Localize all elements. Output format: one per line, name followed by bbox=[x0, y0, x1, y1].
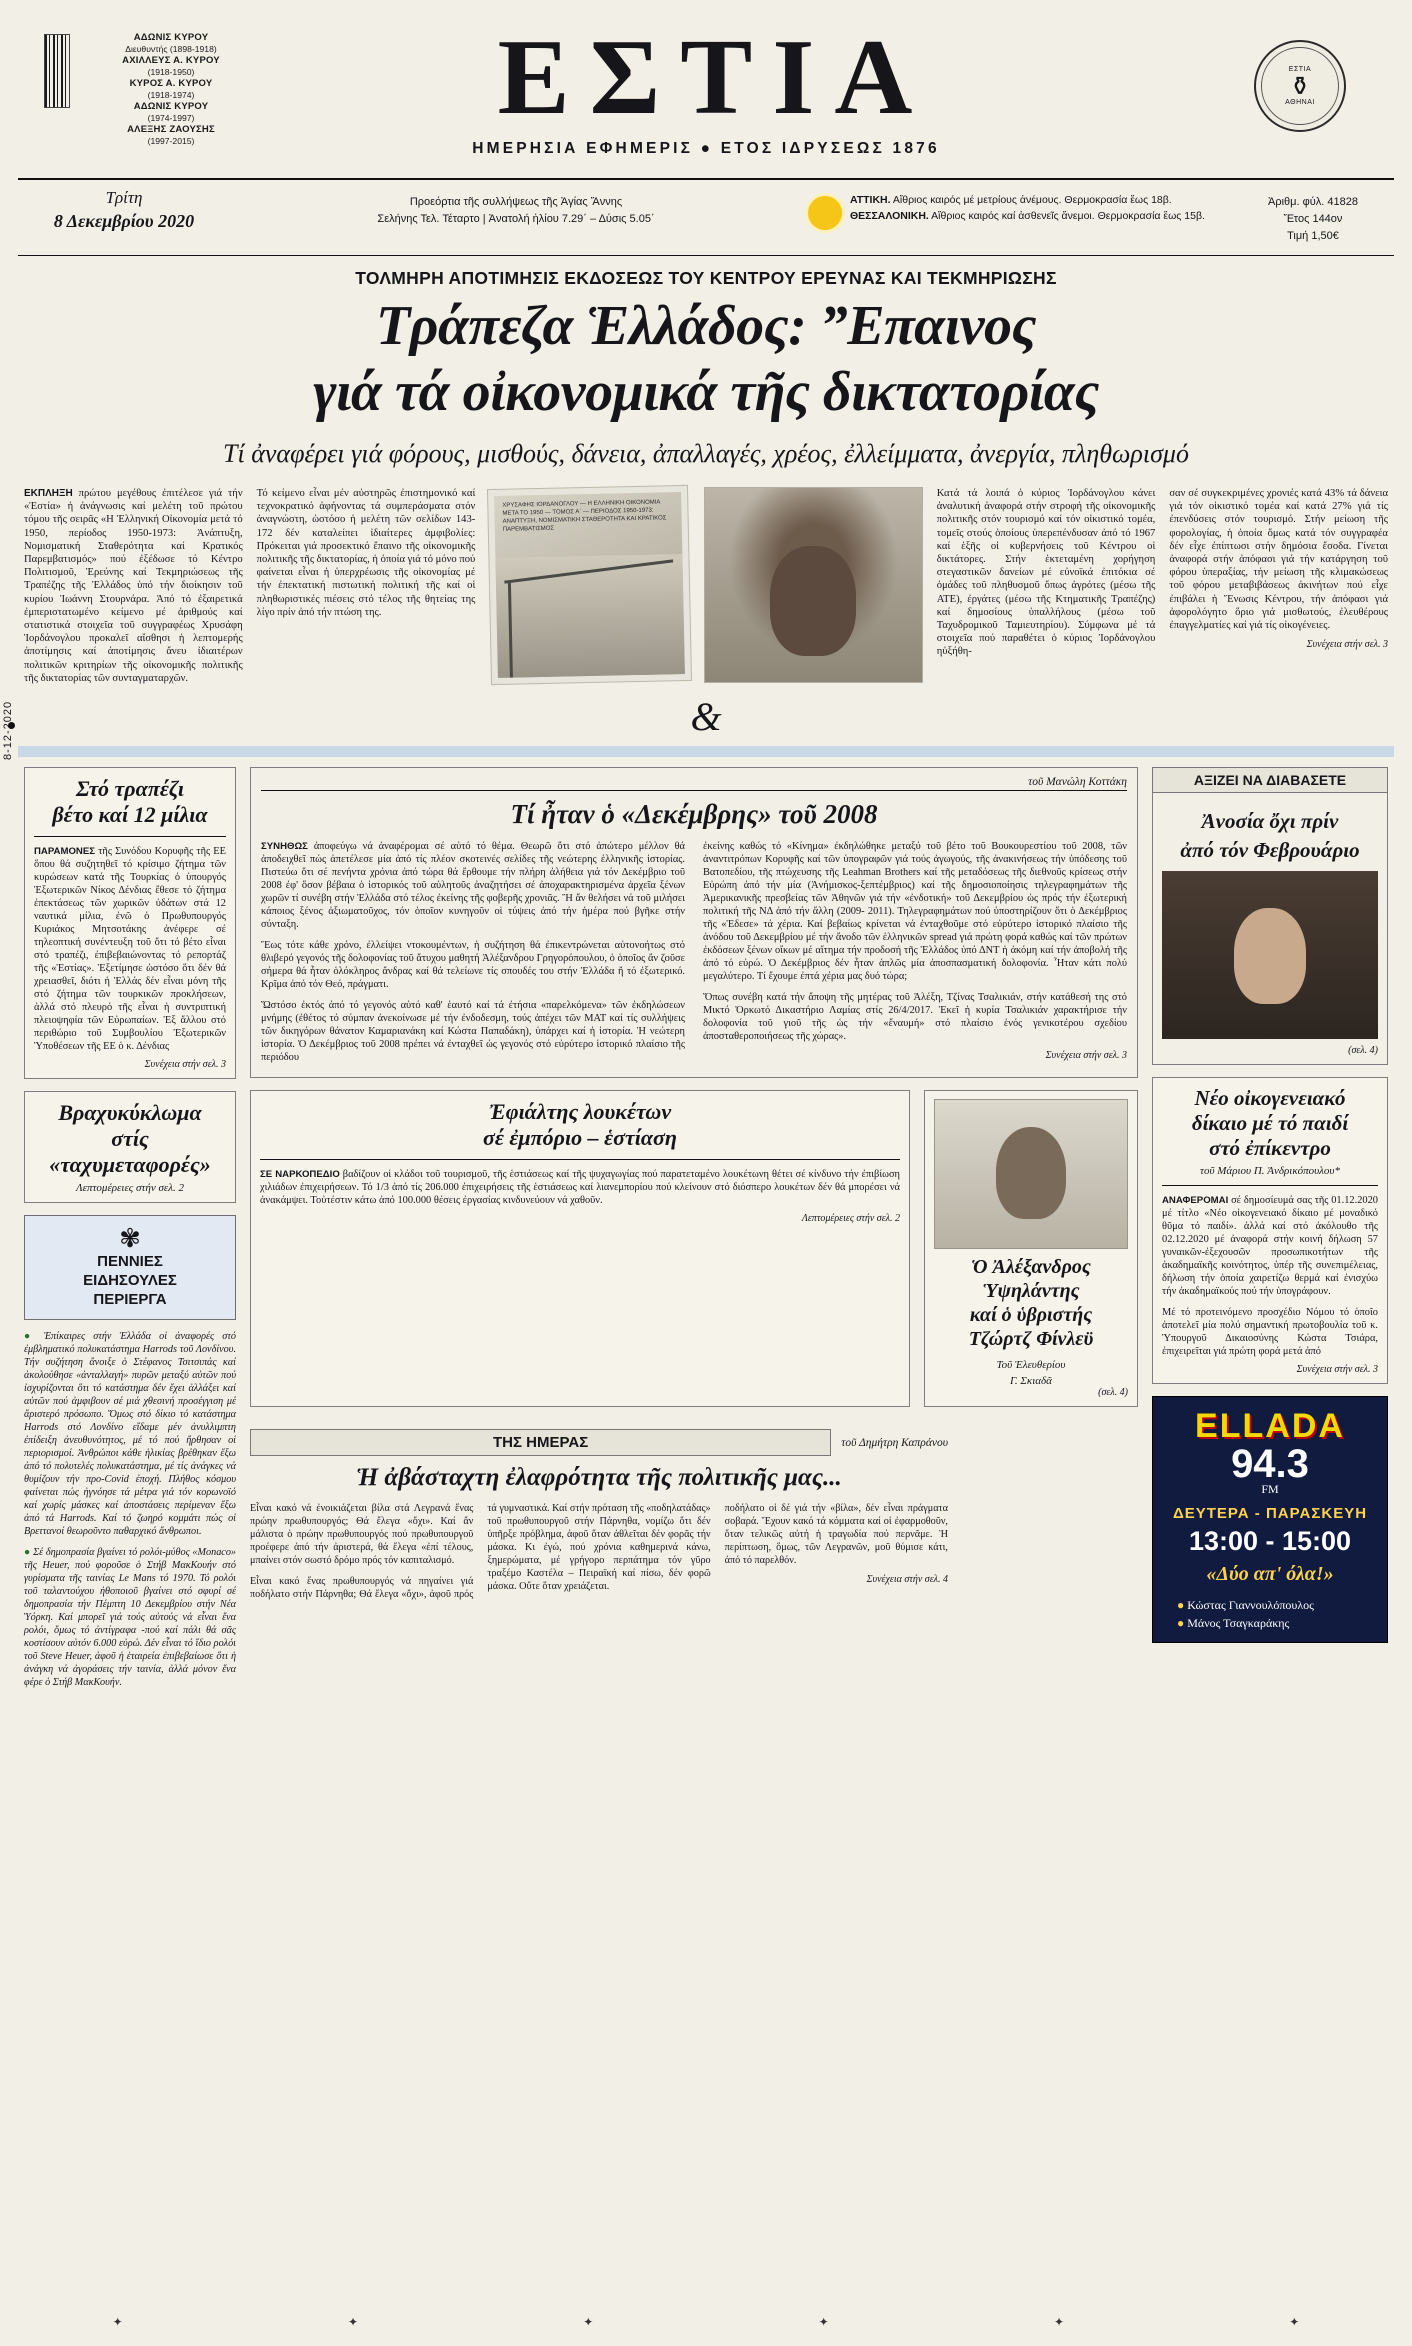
author-photo bbox=[704, 487, 923, 683]
family-law-article[interactable] bbox=[1152, 1077, 1388, 1384]
radio-station-name: ELLADA bbox=[1195, 1407, 1345, 1446]
mark: ✦ bbox=[347, 2315, 359, 2329]
radio-hosts bbox=[1161, 1596, 1379, 1632]
publisher-dates: (1918-1974) bbox=[147, 89, 195, 100]
footer-registration-marks bbox=[0, 2315, 1412, 2330]
box-title-line2: βέτο καί 12 μίλια bbox=[52, 802, 208, 828]
lockdown-body bbox=[260, 1168, 900, 1207]
radio-host-1: Κώστας Γιαννουλόπουλος bbox=[1187, 1598, 1314, 1613]
radio-time: 13:00 - 15:00 bbox=[1188, 1526, 1352, 1557]
publisher-name: ΑΔΩΝΙΣ ΚΥΡΟΥ bbox=[133, 101, 209, 112]
pennies-item-text: Σέ δημοπρασία βγαίνει τό ρολόι-μύθος «Monaco» τῆς Heuer, πού φοροῦσε ὁ Στήβ ΜακΚουήν στό γυρίσματα τῆς ταινίας Le Mans τό 1970. Τό ρολόι τοῦ ταλαντούχου ἠθοποιοῦ βγαίνει στό σφυρί σέ δημοπρασία τήν Πέμπτη 10 Δεκεμβρίου στήν Νέα Ὑόρκη. Καί μπορεῖ γιά τούς αὐτούς νά εἶναι ἕνα ρολόι, ὅμως τό ἀντίγραφα -πού καί πάλι θά σᾶς κοστίσουν αὐτόν 6.000 εὐρώ. Δέν εἶναι τό ἴδιο ρολόι τοῦ Steve Heuer, ἀφοῦ ἡ ἑταιρεία ἐπιβεβαίωσε ὅτι ἡ ἀνάγκη νά ἀγοράσεις τήν ταινία, ἀλλά μόνον ἕνα φέρε ὁ Στήβ ΜακΚουήν. bbox=[24, 1547, 237, 1689]
moon-sun-line: Σελήνης Τελ. Τέταρτο | Ἀνατολή ἡλίου 7.29΄ – Δύσις 5.05΄ bbox=[377, 213, 655, 225]
ampersand-ornament: & bbox=[690, 694, 722, 740]
lead-column-1 bbox=[24, 487, 243, 685]
of-the-day-byline: τοῦ Δημήτρη Καπράνου bbox=[841, 1436, 948, 1449]
box2-title-line2: στίς «ταχυμεταφορές» bbox=[49, 1126, 211, 1178]
of-the-day-badge: ΤΗΣ ΗΜΕΡΑΣ bbox=[250, 1429, 831, 1456]
lead-headline-line2: γιά τά οἰκονομικά τῆς δικτατορίας bbox=[313, 361, 1099, 423]
lockdown-title-line1: Ἐφιάλτης λουκέτων bbox=[488, 1099, 672, 1125]
radio-fm-label: FM bbox=[1261, 1482, 1279, 1497]
opinion-article[interactable] bbox=[250, 767, 1138, 1078]
opinion-title: Τί ἦταν ὁ «Δεκέμβρης» τοῦ 2008 bbox=[510, 799, 878, 830]
list-item bbox=[24, 1330, 236, 1538]
ypsilantis-title-line4: Τζώρτζ Φίνλεϋ bbox=[968, 1328, 1094, 1351]
opinion-p4: ἐκείνης καθώς τό «Κίνημα» ἐκδηλώθηκε μεταξύ τοῦ βέτο τοῦ Βουκουρεστίου τοῦ 2008, τῶν ἀναντιτρόπων Κορυφῆς καί τῶν ὑπογραφῶν γιά τούς ἀγωγούς, τῆς ἀνακινήσεως τήν ὑπόδεσης τοῦ Βατοπεδίου, τῆς πτώχευσης τῆς Leahman Brothers καί τῆς μεταδόσεως τῆς διεθνοῦς κρίσεως στήν Εὐρώπη ἀπό τήν μία (Ἀνήμισκος-ξεπτέμβριος) καί τῆς δημοσιοποίησις τηλεγραφημάτων τῆς Ἀμερικανικῆς πρεσβείας τῶν Ἀθηνῶν γιά τήν «ἐνδοτική» τοῦ Δεκεμβρίου ὡς πρός τήν ἐξωτερική πολιτική τῆς ΝΔ ἀπό τήν ἄλλη (2009- 2011). Τηλεγραφημάτων πού ὑποστηρίζουν ὅτι ὁ Δεκέμβριος τῆς «Ἑδεσε» τά χέρια. Καί βεβαίως κρίνεται νά ἐνταχθοῦμε στό εὐρύτερο ἱστορικό πλαίσιο τῆς ἀνόδου τοῦ Δεκεμβρίου μέ τήν ἄνοδο τῶν ἑλληνικῶν spread γιά πρώτη φορά καθώς καί τῶν πρώτων ἐκδόσεων ξένων οἴκων μέ αἴτημα τήν προδοσή τῆς Ἑλλάδος ὑπό ΔΝΤ ἡ ἀκόμη καί τήν ἀποβολή τῆς ἀπό τό εὐρώ. Ὁ Δεκέμβριος δέν ἦταν ἁπλῶς μία ἀποσπασματική δολοφονία. Ἦταν κάτι πολύ μεγαλύτερο. Τί ἔχουμε ἐπτά χέρια μας δυό τώρα; bbox=[703, 841, 1127, 983]
pennies-item-text: Ἐπίκαιρες στήν Ἑλλάδα οἱ ἀναφορές στό ἐμβληματικό πολυκατάστημα Harrods τοῦ Λονδίνου. Τήν συζήτηση ἄνοιξε ὁ Στέφανος Τσιτσιπάς καί ἀκολούθησε «ἀνταλλαγή» πυρῶν μεταξύ αὐτῶν πού ἰσχυρίζονται ὅτι τό κατάστημα δέν ἔχει ἀλλάξει καί αὐτῶν πού ἀμφιβουν σέ μιά χθεσινή προσέγγιση μέ ἄριστερό πρόσωπο. Ὅμως στό δίκιο τό κατάστημα Harrods στό Λονδίνο εἴδαμε μέν ἀνυλλιμπτη ἐπίδειξη ἀνευθυνότητος, μέ τό πού ἤρθησαν οἱ περιορισμοί. Ἀνθρώποι κάθε ἡλικίας βρέθηκαν ἔξω ἀπό τό πολυτελές πολυκατάστημα, μέ τίς ἀνάγκες νά θυμίζουν τήν προ-Covid ἐποχή. Πλήθος κόσμου φαίνεται πώς ἠγνόησε τά μέτρα γιά τόν κορωνοϊό καί χωρίς μάσκες καί ἀποστάσεις περίμεναν ἔξω ἀπό τά Harrods. Καί τό ζωηρό κομμάτι πώς οἱ Βρεττανοί θεωροῦντο παθαρχικό ἄνθρωποι. bbox=[24, 1331, 237, 1538]
mid-bottom-row bbox=[250, 1090, 1138, 1407]
opinion-p2: Ἕως τότε κάθε χρόνο, ἐλλείψει ντοκουμέντων, ἡ συζήτηση θά ἐπικεντρώνεται αὐτονοήτως στό θλιβερό γεγονός τῆς δολοφονίας τοῦ ἄτυχου μαθητή Ἀλέξανδρου Γρηγορόπουλου, ὁ ὁποῖος ἄν ζοῦσε σήμερα θά ἦταν ὁλόκληρος ἄνδρας καί θά τελείωνε τίς σπουδές του στήν Ἑλλάδα ἤ τό ἐξωτερικό. Κρῖμα ἀπό τόν Θεό, πράγματι. bbox=[261, 940, 685, 991]
opinion-body bbox=[261, 840, 1127, 1067]
ypsilantis-byline-line2: Γ. Σκιαδᾶ bbox=[1010, 1375, 1052, 1388]
publisher-list bbox=[96, 32, 246, 147]
saints-block bbox=[224, 188, 808, 245]
publisher-dates: (1974-1997) bbox=[147, 112, 195, 123]
story-box-lockdown[interactable] bbox=[250, 1090, 910, 1407]
date: 8 Δεκεμβρίου 2020 bbox=[53, 211, 195, 231]
weather-city: ΑΤΤΙΚΗ. bbox=[850, 194, 891, 206]
issue-block bbox=[1238, 188, 1388, 245]
publisher-dates: (1918-1950) bbox=[147, 66, 195, 77]
opinion-p1: ἀποφεύγω νά ἀναφέρομαι σέ αὐτό τό θέμα. Θεωρῶ ὅτι στό ἀπώτερο μέλλον θά ἀποδειχθεῖ πώς ἀπετέλεσε μία ἀπό τίς πλέον σκοτεινές σελίδες τῆς νεώτερης ἑλληνικῆς ἱστορίας. Πιστεύω ὅτι σέ πενήντα χρόνια ἀπό τώρα θά ἔρθουμε τήν πλήρη ἀλήθεια γιά τόν Δεκέμβριο τοῦ 2008 ἐφ' ὅσον βέβαια ὁ ἱστορικός τοῦ αὐλητοῦς ἀναζητήσει σέ ἀποχαρακτηρισμένα ἀρχεῖα ξένων χωρῶν τί συνέβη στήν Ἑλλάδα στό τέλος ἐκείνης τῆς φοβερῆς χρονιᾶς. Ἤ ἄν θελήσει νά τοῦ μιλήσει κάποιος ξένος ἀξιωματοῦχος, τόν ὁποῖον κυνηγοῦν οἱ τύψεις ἀπό τήν ἡμέρα πού βγῆκε στήν σύνταξη. bbox=[261, 841, 685, 931]
bullet-icon: ● bbox=[24, 1331, 36, 1343]
family-body bbox=[1162, 1194, 1378, 1358]
weather-block bbox=[808, 188, 1238, 245]
box-title-line1: Στό τραπέζι bbox=[75, 776, 185, 802]
issue-price: Τιμή 1,50€ bbox=[1287, 230, 1339, 242]
pennies-line2: ΕΙΔΗΣΟΥΛΕΣ bbox=[83, 1272, 177, 1290]
newspaper-subtitle: ΗΜΕΡΗΣΙΑ ΕΦΗΜΕΡΙΣ ● ΕΤΟΣ ΙΔΡΥΣΕΩΣ 1876 bbox=[472, 140, 940, 157]
family-title-line3: στό ἐπίκεντρο bbox=[1209, 1136, 1331, 1161]
opinion-p5: Ὅπως συνέβη κατά τήν ἄποψη τῆς μητέρας τοῦ Ἀλέξη, Τζίνας Τσαλικιάν, στήν κατάθεσή της στό Μικτό Ὁρκωτό Δικαστήριο Λαμίας στίς 26/4/2017. Ἐκεῖ ἡ κυρία Τσαλικιάν χαρακτήρισε τήν δολοφονία τοῦ γιοῦ τῆς ὡς τήν «ἔναυμή» στό πλαίσιο ἑνός γενικοτέρου σχεδίου ἀποσταθεροποιήσεως τῆς χώρας». bbox=[703, 992, 1127, 1043]
lockdown-text: βαδίζουν οἱ κλάδοι τοῦ τουρισμοῦ, τῆς ἑστιάσεως καί τῆς ψυχαγωγίας πού παρατεταμένο λουκέτωνη θέτει σέ κίνδυνο τήν ἐπιβίωση χιλιάδων ἐπιχειρήσεων. Τό 1/3 ἀπό τίς 206.000 ἐπιχειρήσεις τῆς ἑστιάσεως καί λιανεμπορίου πού κλείνουν στό διόσπερο λουκέτων δέν θά μπορέσει νά ἀνακάμψει. Τοὐτέστιν κάτω ἀπό 100.000 θέσεις ἐργασίας κινδυνεύουν νά χαθοῦν. bbox=[260, 1169, 900, 1207]
weekday: Τρίτη bbox=[105, 188, 143, 207]
family-title-line2: δίκαιο μέ τό παιδί bbox=[1191, 1111, 1349, 1136]
opinion-lead-in: ΣΥΝΗΘΩΣ bbox=[261, 841, 308, 853]
pennies-line1: ΠΕΝΝΙΕΣ bbox=[97, 1253, 163, 1271]
mark: ✦ bbox=[583, 2315, 594, 2329]
of-the-day-col-3: ποδήλατο οἱ δέ γιά τήν «βίλα», δέν εἶναι πράγματα σοβαρά. Ἕχουν κακό τά κόμματα καί οἱ ἐφαρμοθοῦν, ὅταν τελικῶς αὐτή ἡ τραγωδία πού περνᾶμε. Ἡ περίπτωση, ὅμως, τῶν Λεγρανῶν, μοῦ θύμισε κάτι, ἀπό τό παρελθόν. bbox=[724, 1503, 948, 1567]
lockdown-title-line2: σέ ἐμπόριο – ἑστίαση bbox=[483, 1125, 677, 1151]
box-text: τῆς Συνόδου Κορυφῆς τῆς ΕΕ ὅπου θά συζητηθεῖ τό κρίσιμο ζήτημα τῶν κυρώσεων κατά τῆς Τουρκίας ὁ ὑπουργός Ἐξωτερικῶν Νίκος Δένδιας ἔθεσε τό ζήτημα ἐπεκτάσεως τῶν χωρικῶν ὑδάτων στά 12 ναυτικά μίλια, ἐνῶ ὁ Πρωθυπουργός Κυριάκος Μητσοτάκης ἀνέφερε σέ τηλεοπτική συνέντευξη τοῦ ὅτι τό βέτο εἶναι στό τραπέζι, ἐπιβεβαιώνοντας τό ρεπορτάζ τῆς «Ἑστίας». Ἐξετίμησε ὡστόσο ὅτι δέν θά χρειασθεῖ, διότι ἡ Ἑλλάς δέν εἶναι μόνη τῆς στό ζήτημα τῶν τουρκικῶν προκλήσεων, ἀλλά στό πλευρό τῆς εἶναι ἡ συντριπτική πλειοψηφία τῶν Εὐρωπαίων. Ἐξ ἄλλου στό περιθώριο τοῦ Συμβουλίου Ἐξωτερικῶν Ὑποθέσεων τῆς ΕΕ ὁ κ. Δένδιας bbox=[34, 846, 226, 1053]
ypsilantis-byline-line1: Τοῦ Ἐλευθερίου bbox=[996, 1359, 1066, 1372]
of-the-day-title: Ἡ ἀβάσταχτη ἐλαφρότητα τῆς πολιτικῆς μας... bbox=[356, 1464, 842, 1492]
date-block bbox=[24, 188, 224, 245]
lockdown-continue[interactable]: Λεπτομέρειες στήν σελ. 2 bbox=[801, 1213, 900, 1225]
family-byline: τοῦ Μάριου Π. Ἀνδρικόπουλου* bbox=[1200, 1165, 1340, 1178]
pennies-line3: ΠΕΡΙΕΡΓΑ bbox=[93, 1291, 167, 1309]
opinion-byline: τοῦ Μανώλη Κοττάκη bbox=[1028, 776, 1127, 789]
radio-show-title: «Δύο απ' όλα!» bbox=[1206, 1563, 1334, 1586]
radio-advertisement[interactable] bbox=[1152, 1396, 1388, 1643]
story-box-couriers[interactable] bbox=[24, 1091, 236, 1203]
lead-kicker: ΤΟΛΜΗΡΗ ΑΠΟΤΙΜΗΣΙΣ ΕΚΔΟΣΕΩΣ ΤΟΥ ΚΕΝΤΡΟΥ ΕΡΕΥΝΑΣ ΚΑΙ ΤΕΚΜΗΡΙΩΣΗΣ bbox=[355, 268, 1057, 288]
ypsilantis-title-line1: Ὁ Ἀλέξανδρος bbox=[971, 1256, 1091, 1279]
bullet-icon: ● bbox=[1177, 1598, 1185, 1613]
story-box-table[interactable] bbox=[24, 767, 236, 1079]
of-the-day-col-1: Εἶναι κακό νά ἐνοικιάζεται βίλα στά Λεγρανά ἕνας πρώην πρωθυπουργός; Θά ἔλεγα «ὄχι». Καί ἄν μάλιστα ὁ πρώην πρωθυπουργός πού πρωθυπουργοῦ προέφερε ἀπό τήν ἀριστερά, θά ἔλεγα «ἐπί τέλους, μπαίνει στόν σωστό δρόμο πρός τόν καπιταλισμό. bbox=[250, 1503, 474, 1567]
left-column bbox=[24, 767, 236, 1697]
lead-body bbox=[18, 479, 1394, 689]
story-box-ypsilantis[interactable] bbox=[924, 1090, 1138, 1407]
side-date: 8-12-2020 bbox=[2, 700, 14, 760]
masthead bbox=[18, 0, 1394, 172]
weather-text: Αἴθριος καιρός μέ μετρίους ἀνέμους. Θερμοκρασία ἕως 18β. bbox=[892, 194, 1172, 206]
worth-reading-badge: ΑΞΙΖΕΙ ΝΑ ΔΙΑΒΑΣΕΤΕ bbox=[1152, 767, 1388, 793]
lead-lead-in: ΕΚΠΛΗΞΗ bbox=[24, 488, 73, 499]
saints-line: Προεόρτια τῆς συλλήψεως τῆς Ἁγίας Ἄννης bbox=[409, 196, 623, 208]
list-item bbox=[24, 1546, 236, 1689]
publisher-dates: (1997-2015) bbox=[147, 135, 195, 146]
mark: ✦ bbox=[1289, 2315, 1300, 2329]
immunity-title-line2: ἀπό τόν Φεβρουάριο bbox=[1180, 838, 1360, 863]
mark: ✦ bbox=[818, 2315, 829, 2329]
barcode bbox=[44, 34, 88, 112]
issue-year: Ἔτος 144ον bbox=[1283, 213, 1343, 225]
radio-frequency: 94.3 bbox=[1231, 1442, 1309, 1487]
lead-column-2 bbox=[257, 487, 476, 685]
crane-illustration bbox=[496, 554, 685, 678]
lead-text-4: σαν σέ συγκεκριμένες χρονιές κατά 43% τά δάνεια γιά τόν οἰκιστικό τομέα καί κατά 27% γιά τίς ἐπενδύσεις στόν τουρισμό. Στήν μείωση τῆς φορολογίας, ἡ ὁποία ὅμως κατά τόν συγγραφέα δέν εἶχε ἐπίπτωσι στήν δημόσια ἔσοδα. Γίνεται ἀναφορά στήν ἀπόφασι γιά τήν κατάργηση τοῦ φόρου ὑπεραξίας, τήν μείωση τῆς κλιμακώσεως τοῦ φόρου μεταβιβάσεως ἀκινήτων πού εἶχε ἐπιβάλει ἡ Ἕνωσις Κέντρου, τήν ἀπόφασι γιά ἀφορολόγητο ὅριο γιά μισθωτούς, ἐλευθέρους ἐπαγγελματίες καί γιά τίς οἰκογένειες. bbox=[1169, 488, 1388, 632]
lead-headline-line1: Τράπεζα Ἑλλάδος: ”Επαινος bbox=[375, 295, 1037, 357]
mark: ✦ bbox=[112, 2315, 123, 2329]
seal-figure-icon: ⚱ bbox=[1289, 71, 1311, 101]
weather-text: Αἴθριος καιρός καί ἀσθενεῖς ἄνεμοι. Θερμοκρασία ἕως 15β. bbox=[931, 210, 1205, 222]
ypsilantis-title-line2: Ὑψηλάντης bbox=[982, 1280, 1080, 1303]
publisher-dates: Διευθυντής (1898-1918) bbox=[125, 43, 217, 54]
publisher-name: ΑΔΩΝΙΣ ΚΥΡΟΥ bbox=[133, 32, 209, 43]
publisher-name: ΑΛΕΞΗΣ ΖΑΟΥΣΗΣ bbox=[127, 124, 215, 135]
politician-photo bbox=[1162, 871, 1378, 1039]
bullet-icon: ● bbox=[24, 1547, 31, 1559]
lead-continue[interactable]: Συνέχεια στήν σελ. 3 bbox=[1306, 639, 1388, 651]
weather-city: ΘΕΣΣΑΛΟΝΙΚΗ. bbox=[850, 210, 929, 222]
mark: ✦ bbox=[1053, 2315, 1064, 2329]
lead-column-3 bbox=[937, 487, 1156, 685]
newspaper-title: ΕΣΤΙΑ bbox=[497, 18, 933, 137]
info-bar bbox=[18, 180, 1394, 253]
radio-host-2: Μάνος Τσαγκαράκης bbox=[1187, 1616, 1290, 1631]
of-the-day-col-2: Εἶναι κακό ἕνας πρωθυπουργός νά πηγαίνει γιά ποδήλατο στήν Πάρνηθα; Θά ἔλεγα «ὄχι», ἀφοῦ πρός τά γυμναστικά. Καί στήν πρόταση τῆς «ποδηλατάδας» τοῦ πρωθυπουργοῦ στήν Πάρνηθα, νομίζω ὅτι δέν ὑπῆρξε πρόβλημα, ἀφοῦ ὅταν ἀθλεῖται δέν φορᾶς τήν μάσκα. Κι ἐγώ, πού χρόνια καθημερινά κάνω, ξημερώματα, μέ γρήγορο περπάτημα τόν γῦρο τραξέμο Καστέλα – Πειραϊκή καί πίσω, δέν φορῶ μάσκα. Οὔτε ὅταν χρειάζεται. bbox=[250, 1503, 711, 1601]
sun-icon bbox=[808, 196, 842, 230]
lead-text-1: πρώτου μεγέθους ἐπιτέλεσε γιά τήν «Ἑστία» ἡ ἀνάγνωσις καί μελέτη τοῦ πρώτου τόμου τῆς σειρᾶς «Η Ἑλληνική Οἰκονομία μετά τό 1950, περίοδος 1950-1973: Ἀνάπτυξη, Νομισματική Σταθερότητα καί Κρατικός Παρεμβατισμός» πού ἐξέδωσε τό Κέντρο Πολιτισμοῦ, Ἐρεύνης καί Τεκμηριώσεως τῆς Τραπέζης τῆς Ἑλλάδος ὑπό τήν διοίκησιν τοῦ κυρίου Ἰωάννη Στουρνάρα. Ἀπό τό ἐξαιρετικά ἐμπεριστατωμένο κείμενο μέ ἀριθμούς καί στατιστικά στοιχεῖα τοῦ συγγραφέως Χρυσάφη Ἰορδάνογλου προκαλεῖ αἴσθησι ἡ λεπτομερής ἀποτίμησις καί ἀποτίμησις ἄνευ ἰδιαιτέρων πολιτικῶν κριτηρίων τῆς οἰκονομικῆς πολιτικῆς τῆς δικτατορίας τῶν συνταγματαρχῶν. bbox=[24, 488, 243, 684]
pennies-header bbox=[24, 1215, 236, 1320]
worth-reading-item[interactable] bbox=[1152, 793, 1388, 1065]
immunity-title-line1: Ἀνοσία ὄχι πρίν bbox=[1201, 809, 1339, 834]
ypsilantis-pageref[interactable]: (σελ. 4) bbox=[1098, 1387, 1128, 1399]
box-continue[interactable]: Συνέχεια στήν σελ. 3 bbox=[144, 1059, 226, 1071]
immunity-pageref[interactable]: (σελ. 4) bbox=[1348, 1045, 1378, 1057]
family-title-line1: Νέο οἰκογενειακό bbox=[1194, 1086, 1346, 1111]
color-band bbox=[18, 746, 1394, 757]
book-cover-text: ΧΡΥΣΑΦΗΣ ΙΟΡΔΑΝΟΓΛΟΥ — Η ΕΛΛΗΝΙΚΗ ΟΙΚΟΝΟΜΙΑ ΜΕΤΑ ΤΟ 1950 — ΤΟΜΟΣ Α΄ — ΠΕΡΙΟΔΟΣ 1950-1973: ΑΝΑΠΤΥΞΗ, ΝΟΜΙΣΜΑΤΙΚΗ ΣΤΑΘΕΡΟΤΗΤΑ ΚΑΙ ΚΡΑΤΙΚΟΣ ΠΑΡΕΜΒΑΤΙΣΜΟΣ bbox=[502, 499, 667, 533]
radio-days: ΔΕΥΤΕΡΑ - ΠΑΡΑΣΚΕΥΗ bbox=[1172, 1505, 1368, 1523]
flower-icon: ✾ bbox=[119, 1224, 141, 1254]
publisher-name: ΑΧΙΛΛΕΥΣ Α. ΚΥΡΟΥ bbox=[122, 55, 220, 66]
seal-emblem bbox=[1254, 40, 1346, 132]
ypsilantis-title-line3: καί ὁ ὑβριστής bbox=[969, 1304, 1093, 1327]
lead-column-4 bbox=[1169, 487, 1388, 685]
family-lead-in: ΑΝΑΦΕΡΟΜΑΙ bbox=[1162, 1195, 1229, 1207]
family-text-1: σέ δημοσίευμά σας τῆς 01.12.2020 μέ τίτλο «Νέο οἰκογενειακό δίκαιο μέ μοναδικό θῦμα τό παιδί». ἀλλά καί στό ἀκόλουθο τῆς 02.12.2020 μέ ἀναφορά στήν κοινή δήλωση 57 γυναικῶν-ἐξεχουσῶν προσωπικοτήτων τῆς ἀκαδημαϊκῆς κοινότητος, ὑπέρ τῆς συνεπιμέλειας, δήλωση τήν ὁποία χαιρετίζω θερμά καί ἐνισχύω τήν ἀκαδημαϊκούς πού τήν ὑπογράφουν. bbox=[1162, 1195, 1378, 1298]
box-lead-in: ΠΑΡΑΜΟΝΕΣ bbox=[34, 846, 96, 858]
pennies-items bbox=[24, 1330, 236, 1689]
lockdown-lead-in: ΣΕ ΝΑΡΚΟΠΕΔΙΟ bbox=[260, 1169, 340, 1181]
family-text-2: Μέ τό προτεινόμενο προσχέδιο Νόμου τό ὁποῖο ἀποτελεῖ μία πολύ σημαντική πρωτοβουλία τοῦ κ. Ὑπουργοῦ Δικαιοσύνης Κώστα Τσιάρα, ἐπιχειρεῖται γιά πρώτη φορά μετά ἀπό bbox=[1162, 1307, 1378, 1358]
right-column bbox=[1152, 767, 1388, 1697]
lead-text-3: Κατά τά λοιπά ὁ κύριος Ἰορδάνογλου κάνει ἀναλυτική ἀναφορά στήν στροφή τῆς οἰκονομικῆς πολιτικῆς στόν τουρισμό καί τόν οἰκιστικό τομέα, τομεῖς στούς ὁποίους ὑπερεπένδυσαν ἀπό τό 1967 καί ἑξῆς οἱ κυβερνήσεις τοῦ Κέντρου οἱ δικτάτορες. Στήν ἑκτεταμένη χορήγηση στεγαστικῶν δανείων μέ εὐνοϊκά ἐπιτόκια σέ ὁμάδες τοῦ πληθυσμοῦ ὅπως ἀγρότες (μέσω τῆς ΑΤΕ), ἐργάτες (μέσω τῆς Κτηματικῆς Τραπέζης) καί δημοσίους ὑπαλλήλους (μέσω τοῦ Ταχυδρομικοῦ Ταμιευτηρίου). Σύμφωνα μέ τά στοιχεῖα πού παραθέτει ὁ κύριος Ἰορδάνογλου ηὐξήθη- bbox=[936, 488, 1156, 658]
bullet-icon: ● bbox=[1177, 1616, 1185, 1631]
ypsilantis-engraving bbox=[934, 1099, 1128, 1249]
box2-subtitle[interactable]: Λεπτομέρειες στήν σελ. 2 bbox=[76, 1182, 184, 1195]
lead-subhead: Τί ἀναφέρει γιά φόρους, μισθούς, δάνεια, ἀπαλλαγές, χρέος, ἐλλείμματα, ἀνεργία, πληθωρισμό bbox=[223, 439, 1189, 468]
of-the-day-continue[interactable]: Συνέχεια στήν σελ. 4 bbox=[866, 1574, 948, 1586]
opinion-continue[interactable]: Συνέχεια στήν σελ. 3 bbox=[1045, 1050, 1127, 1062]
seal-top-label: ΕΣΤΙΑ bbox=[1288, 66, 1312, 73]
family-continue[interactable]: Συνέχεια στήν σελ. 3 bbox=[1296, 1364, 1378, 1376]
lead-text-2: Τό κείμενο εἶναι μέν αὐστηρῶς ἐπιστημονικό καί τεχνοκρατικό ἀφήνοντας τά συμπεράσματα στόν ἀναγνώστη, ὡστόσο ἡ μελέτη τῶν σελίδων 143-172 δέν καταλείπει ἰδιαίτερες ἀμφιβολίες: Πρόκειται γιά προσεκτικό ἔπαινο τῆς οἰκονομικῆς πολιτικῆς τῆς δικτατορίας, ἡ ὁποία γιά τό μόνο πού φαίνεται εἶναι ἡ ὑπερχρέωσις τῆς οἰκονομίας μέ τήν ἐπεκτατική πιστωτική πολιτική τῆς καί οἱ πληθωριστικές πιέσεις στό τέλος τῆς θητείας της λίγο πρίν ἀπό τήν πτώση της. bbox=[256, 488, 476, 618]
publisher-name: ΚΥΡΟΣ Α. ΚΥΡΟΥ bbox=[129, 78, 213, 89]
opinion-p3: Ὥστόσο ἐκτός ἀπό τό γεγονός αὐτό καθ' ἑαυτό καί τά ἐτήσια «παρελκόμενα» τῶν ἐκδηλώσεων μνήμης (ἐθέτος τό σύμπαν ἀνεκοίνωσε μέ τήν ἐνδοδεσμη, τούς ἀπέχει τῶν ΜΑΤ καί τίς συλλήψεις τῶν δικηγόρων θάνατον Καμαριανάκη καί Κώστα Παπαδάκη), ὑπάρχει καί ἡ ἱστορία. Ἡ νεώτερη ἱστορία. Ὁ Δεκέμβριος τοῦ 2008 πρέπει νά ἐνταχθεῖ ὡς γεγονός στό εὐρύτερο ἱστορικό πλαίσιο τῆς περιόδου bbox=[261, 1000, 685, 1064]
box-body bbox=[34, 845, 226, 1053]
seal-bottom-label: ΑΘΗΝΑΙ bbox=[1285, 99, 1315, 106]
issue-number: Ἀριθμ. φύλ. 41828 bbox=[1268, 196, 1358, 208]
box2-title-line1: Βραχυκύκλωμα bbox=[58, 1100, 202, 1126]
book-cover-image bbox=[487, 485, 692, 685]
